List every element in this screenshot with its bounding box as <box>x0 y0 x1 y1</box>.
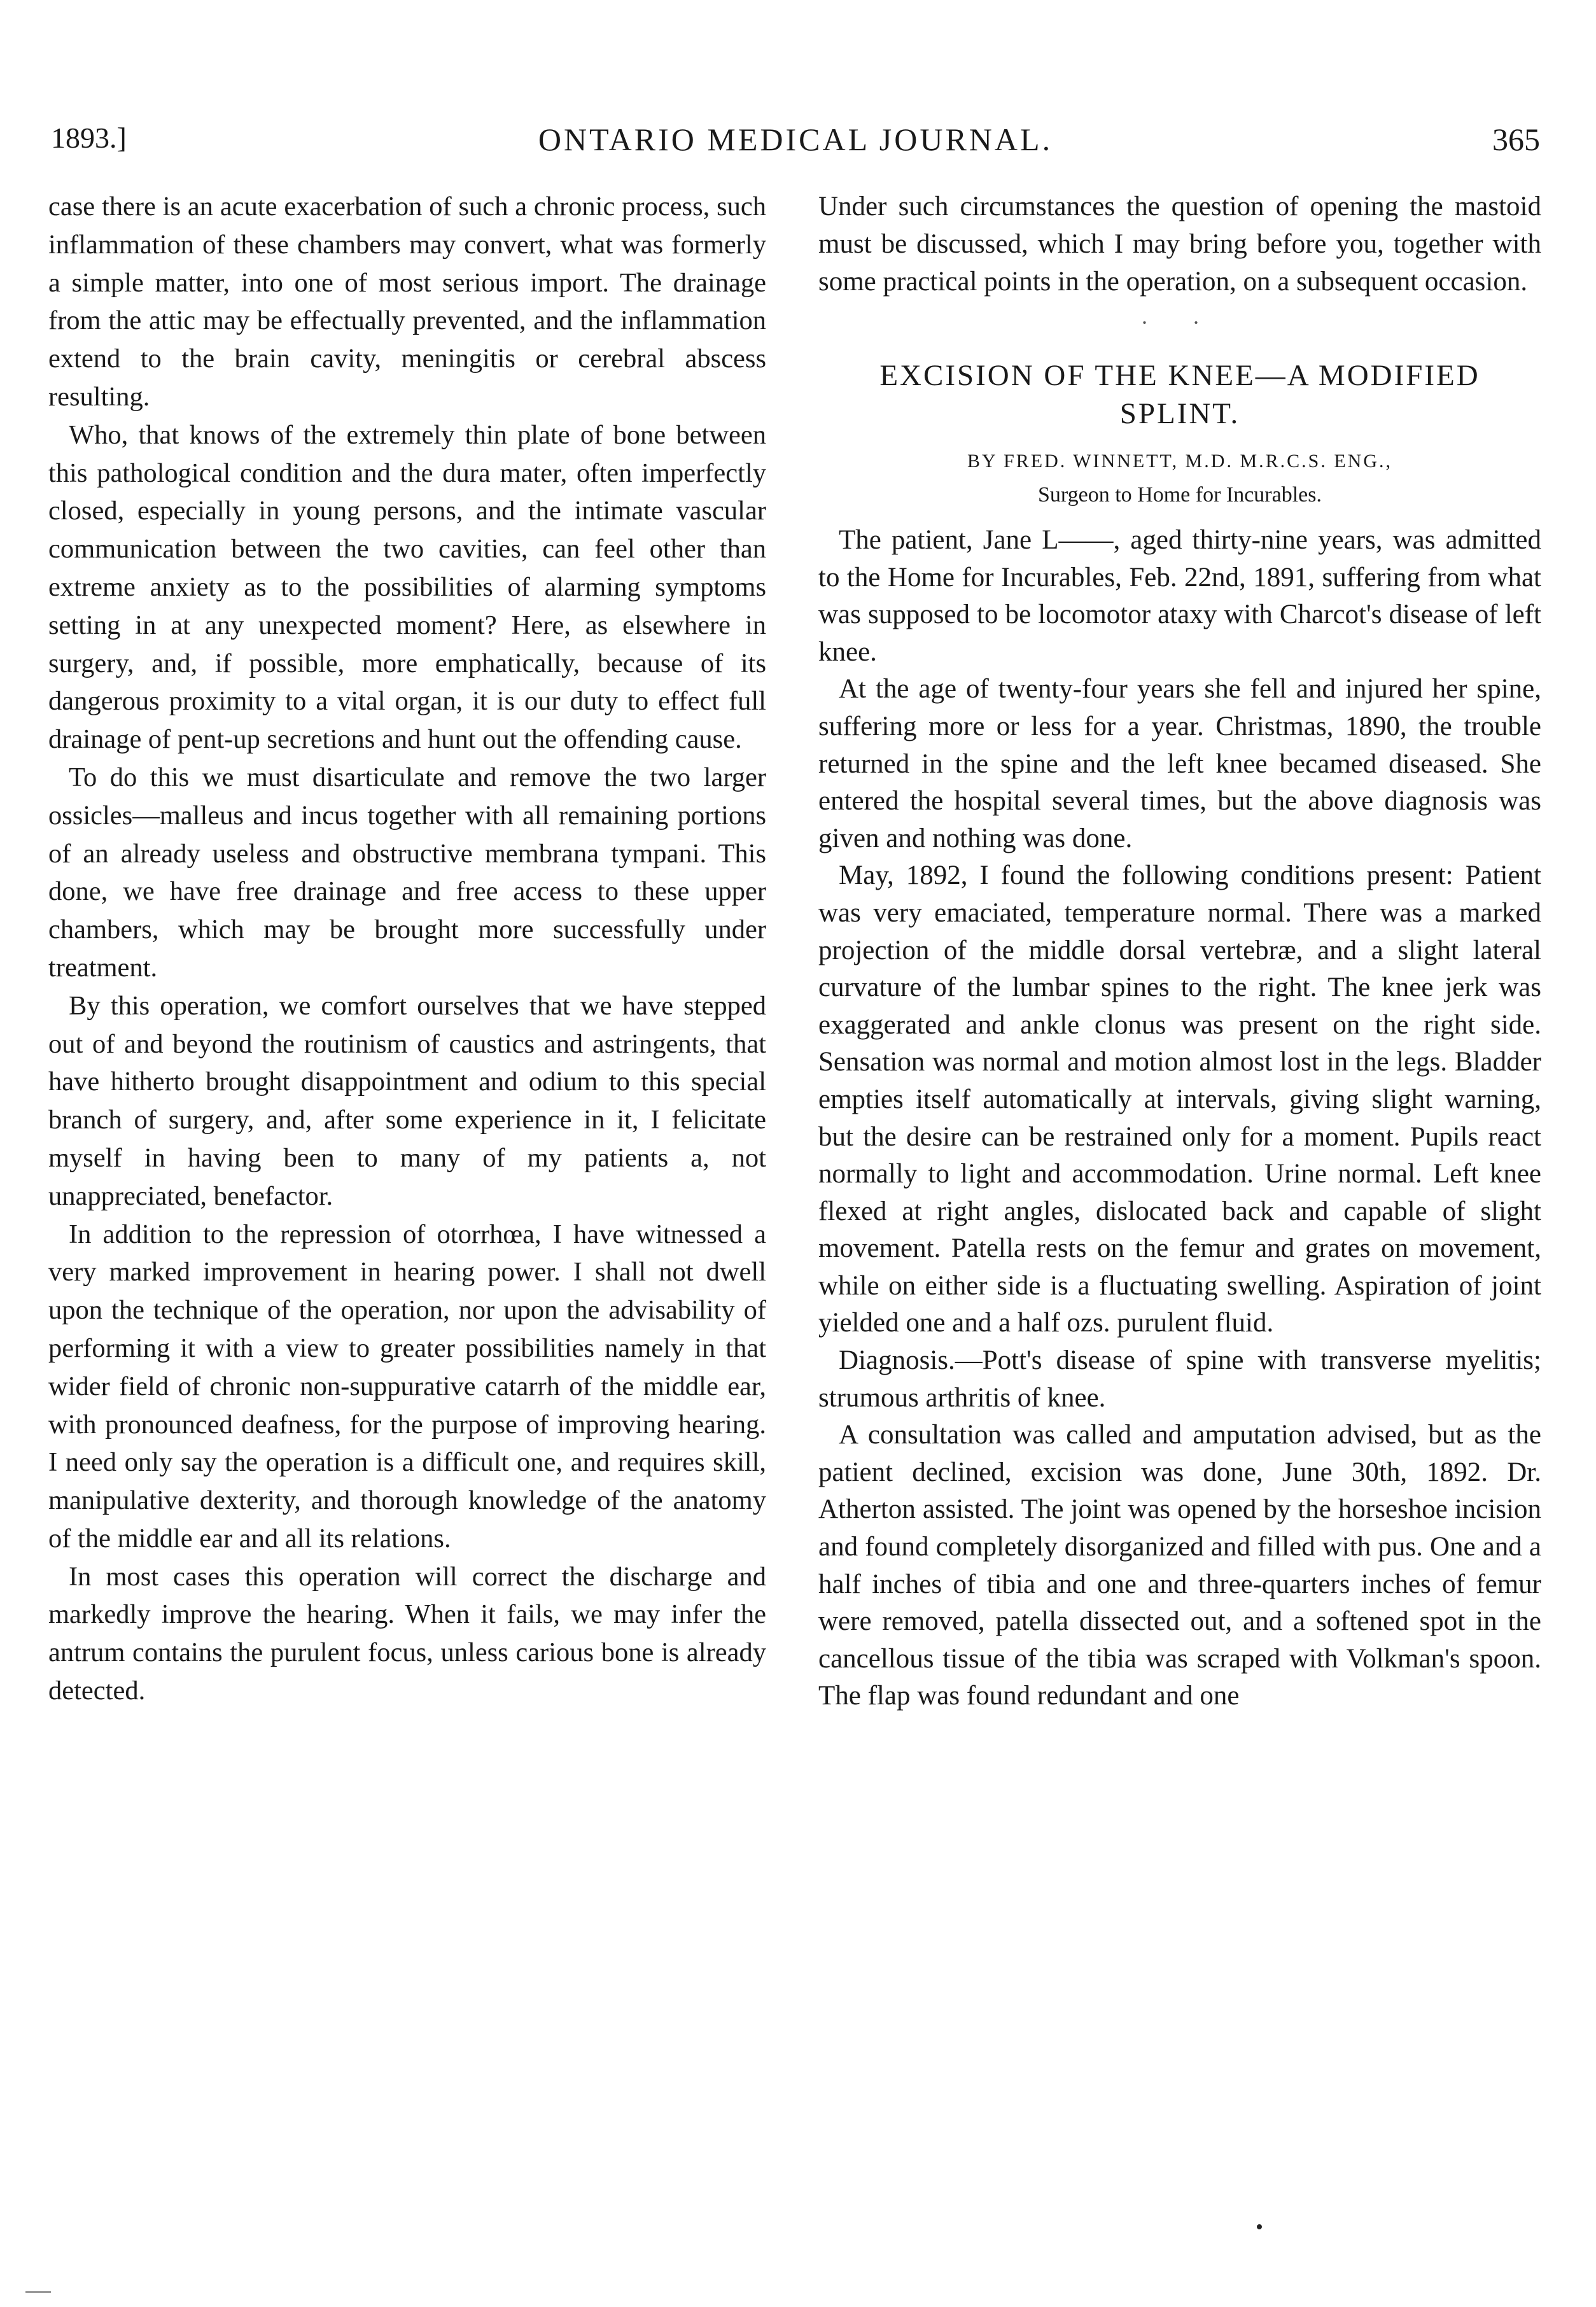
left-paragraph: In addition to the repression of otorrhœa, I have witnessed a very marked improvement in hearing power. I shall not dwell upon the technique of the operation, nor upon the advisability of performing it with a view to greater possibilities namely in that wider field of chronic non-suppurative catarrh of the middle ear, with pronounced deafness, for the purpose of improving hearing. I need only say the operation is a difficult one, and requires skill, manipulative dexterity, and thorough knowledge of the anatomy of the middle ear and all its relations. <box>48 1219 766 1553</box>
left-paragraph: To do this we must disarticulate and remove the two larger ossicles—malleus and incus together with all remaining portions of an already useless and obstructive membrana tympani. This done, we have free drainage and free access to these upper chambers, which may be brought more successfully under treatment. <box>48 762 766 983</box>
right-paragraph: At the age of twenty-four years she fell and injured her spine, suffering more or less for a year. Christmas, 1890, the trouble returned in the spine and the left knee becamed diseased. She entered the hospital several times, but the above diagnosis was given and nothing was done. <box>818 674 1541 853</box>
page-number: 365 <box>1492 122 1540 157</box>
article-byline: BY FRED. WINNETT, M.D. M.R.C.S. ENG., <box>967 451 1392 472</box>
section-divider: · · <box>1140 310 1219 335</box>
journal-title: ONTARIO MEDICAL JOURNAL. <box>538 122 1053 157</box>
left-paragraph: Who, that knows of the extremely thin plate of bone between this pathological condition and the dura mater, often imperfectly closed, especially in young persons, and the intimate vascular communication between the two cavities, can feel other than extreme anxiety as to the possibilities of alarming symptoms setting in at any unexpected moment? Here, as elsewhere in surgery, and, if possible, more emphatically, because of its dangerous proximity to a vital organ, it is our duty to effect full drainage of pent-up secretions and hunt out the offending cause. <box>48 419 766 755</box>
running-header <box>51 121 1540 172</box>
print-speck <box>1257 2224 1262 2229</box>
right-column <box>818 188 1541 1715</box>
left-paragraph: case there is an acute exacerbation of such a chronic process, such inflammation of these chambers may convert, what was formerly a simple matter, into one of most serious import. The drainage from the attic may be effectually prevented, and the inflammation extend to the brain cavity, meningitis or cerebral abscess resulting. <box>48 192 766 412</box>
right-paragraph: The patient, Jane L——, aged thirty-nine years, was admitted to the Home for Incurables, Feb. 22nd, 1891, suffering from what was supposed to be locomotor ataxy with Charcot's disease of left knee. <box>818 525 1541 667</box>
left-paragraph: In most cases this operation will correct the discharge and markedly improve the hearing. When it fails, we may infer the antrum contains the purulent focus, unless carious bone is already detected. <box>48 1561 766 1706</box>
left-column <box>48 188 766 1710</box>
left-paragraph: By this operation, we comfort ourselves that we have stepped out of and beyond the routinism of caustics and astringents, that have hitherto brought disappointment and odium to this special branch of surgery, and, after some experience in it, I felicitate myself in having been to many of my patients a, not unappreciated, benefactor. <box>48 990 766 1211</box>
right-paragraph: Diagnosis.—Pott's disease of spine with transverse myelitis; strumous arthritis of knee. <box>818 1345 1541 1413</box>
page-edge-mark <box>25 2291 51 2293</box>
right-intro-paragraph: Under such circumstances the question of opening the mastoid must be discussed, which I may bring before you, together with some practical points in the operation, on a subsequent occasion. <box>818 192 1541 297</box>
header-year: 1893.] <box>51 122 127 154</box>
right-paragraph: A consultation was called and amputation advised, but as the patient declined, excision was done, June 30th, 1892. Dr. Atherton assisted. The joint was opened by the horseshoe incision and found completely disorganized and filled with pus. One and a half inches of tibia and one and three-quarters inches of femur were removed, patella dissected out, and a softened spot in the cancellous tissue of the tibia was scraped with Volkman's spoon. The flap was found redundant and one <box>818 1420 1541 1711</box>
right-paragraph: May, 1892, I found the following conditions present: Patient was very emaciated, temperature normal. There was a marked projection of the middle dorsal vertebræ, and a slight lateral curvature of the lumbar spines to the right. The knee jerk was exaggerated and ankle clonus was present on the right side. Sensation was normal and motion almost lost in the legs. Bladder empties itself automatically at intervals, giving slight warning, but the desire can be restrained only for a moment. Pupils react normally to light and accommodation. Urine normal. Left knee flexed at right angles, dislocated back and capable of slight movement. Patella rests on the femur and grates on movement, while on either side is a fluctuating swelling. Aspiration of joint yielded one and a half ozs. purulent fluid. <box>818 860 1541 1338</box>
article-title: EXCISION OF THE KNEE—A MODIFIED SPLINT. <box>879 359 1480 430</box>
article-affiliation: Surgeon to Home for Incurables. <box>1038 483 1322 507</box>
